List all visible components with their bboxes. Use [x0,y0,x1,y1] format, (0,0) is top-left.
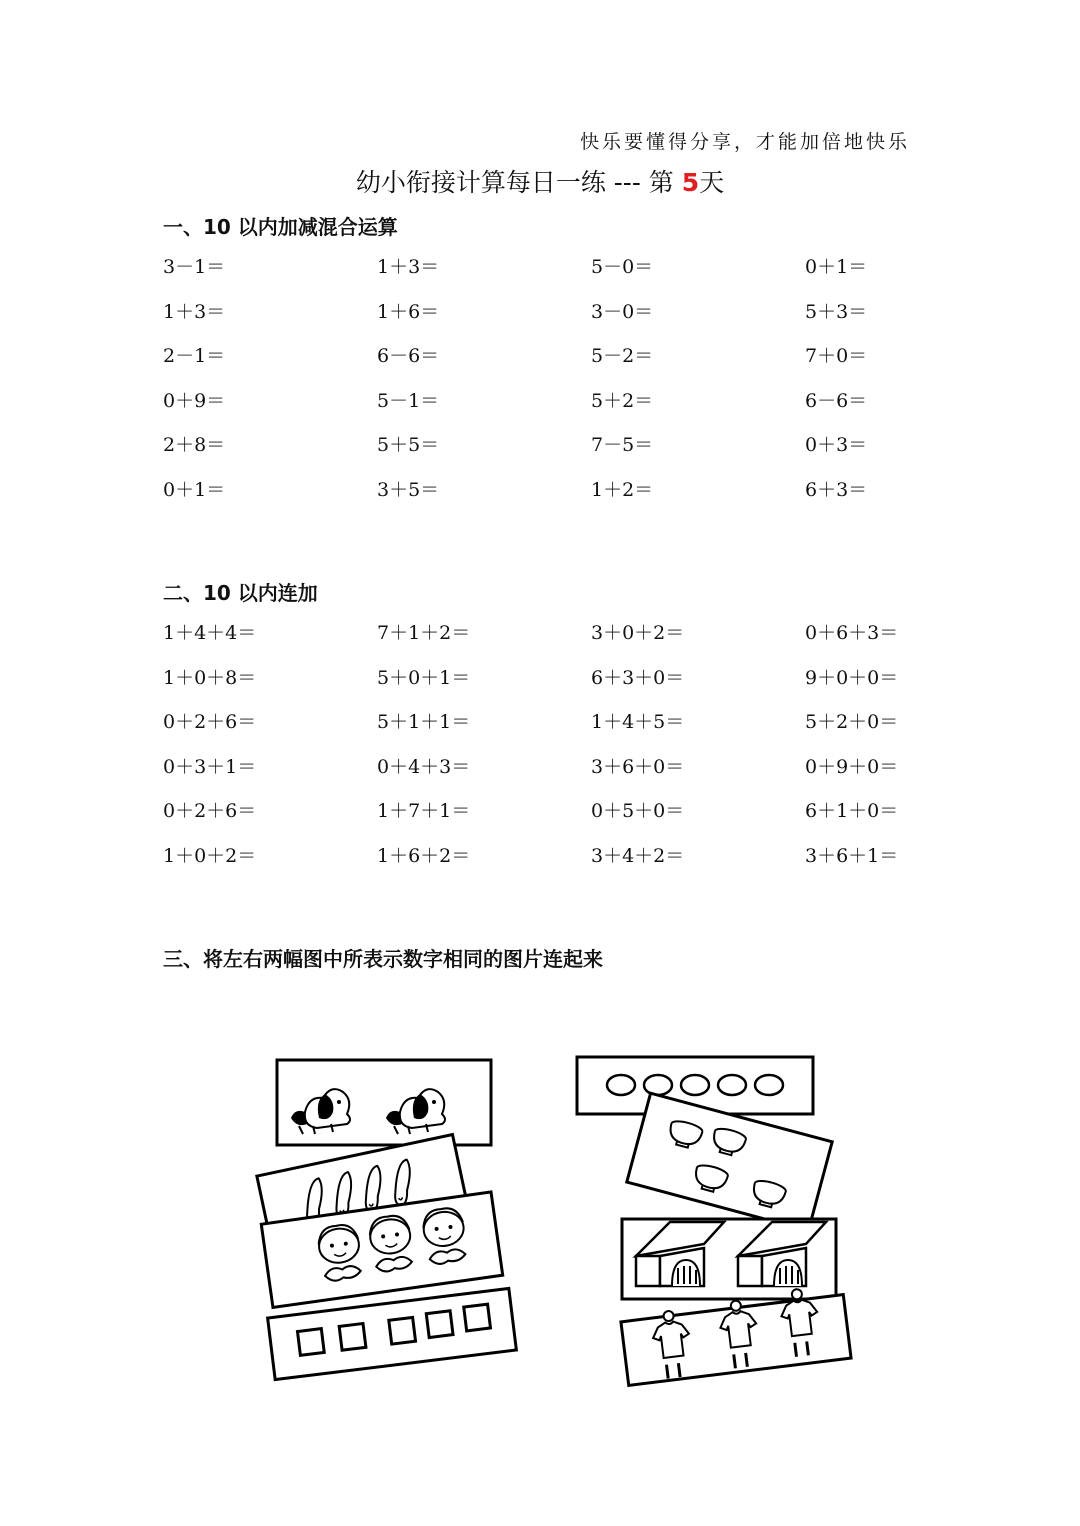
square-icon [426,1311,453,1338]
square-icon [464,1304,491,1331]
section-1-problems [163,255,1019,523]
math-problem: 0＋6＋3＝ [805,622,899,644]
section-2-problems [163,621,1019,889]
math-problem: 2－1＝ [163,345,226,368]
circle-icon [644,1075,672,1095]
math-problem: 0＋1＝ [163,478,226,501]
square-icon [297,1329,324,1356]
title-day-number: 5 [681,168,700,197]
page-title [0,163,1080,199]
math-problem: 5－0＝ [591,256,654,278]
math-problem: 6＋1＋0＝ [805,800,899,823]
circle-icon [718,1075,746,1095]
math-problem: 5－2＝ [591,345,654,368]
circle-icon [755,1075,783,1095]
math-problem: 6－6＝ [805,389,868,412]
math-problem: 6－6＝ [377,345,440,368]
matching-pictures [0,1040,1080,1400]
math-problem: 3＋6＋0＝ [591,755,685,778]
math-problem: 0＋9＝ [163,389,226,412]
picture-card-houses [622,1219,836,1299]
math-problem: 1＋0＋2＝ [163,844,257,867]
math-problem: 3＋5＝ [377,478,440,501]
math-problem: 3－0＝ [591,300,654,323]
math-problem: 1＋4＋4＝ [163,622,257,644]
picture-card-dogs [277,1060,491,1145]
math-problem: 7－5＝ [591,434,654,457]
section-1-heading: 一、10 以内加减混合运算 [163,215,398,239]
math-problem: 1＋6＝ [377,300,440,323]
math-problem: 6＋3＝ [805,478,868,501]
math-problem: 1＋0＋8＝ [163,666,257,689]
math-problem: 1＋3＝ [377,256,440,278]
square-icon [339,1323,366,1350]
math-problem: 5＋1＋1＝ [377,711,471,734]
math-problem: 0＋2＋6＝ [163,800,257,823]
math-problem: 9＋0＋0＝ [805,666,899,689]
math-problem: 0＋3＋1＝ [163,755,257,778]
math-problem: 1＋7＋1＝ [377,800,471,823]
math-problem: 0＋9＋0＝ [805,755,899,778]
math-problem: 5＋0＋1＝ [377,666,471,689]
title-prefix: 幼小衔接计算每日一练 --- 第 [355,168,674,197]
math-problem: 3－1＝ [163,256,226,278]
math-problem: 1＋2＝ [591,478,654,501]
math-problem: 0＋5＋0＝ [591,800,685,823]
math-problem: 2＋8＝ [163,434,226,457]
math-problem: 0＋4＋3＝ [377,755,471,778]
math-problem: 0＋1＝ [805,256,868,278]
section-2-heading: 二、10 以内连加 [163,581,318,605]
math-problem: 3＋0＋2＝ [591,622,685,644]
math-problem: 6＋3＋0＝ [591,666,685,689]
math-problem: 7＋1＋2＝ [377,622,471,644]
math-problem: 3＋6＋1＝ [805,844,899,867]
math-problem: 7＋0＝ [805,345,868,368]
math-problem: 1＋6＋2＝ [377,844,471,867]
math-problem: 1＋3＝ [163,300,226,323]
math-problem: 5＋2＝ [591,389,654,412]
square-icon [389,1317,416,1344]
math-problem: 1＋4＋5＝ [591,711,685,734]
circle-icon [681,1075,709,1095]
math-problem: 3＋4＋2＝ [591,844,685,867]
math-problem: 5＋5＝ [377,434,440,457]
motto: 快乐要懂得分享，才能加倍地快乐 [579,131,910,153]
math-problem: 5＋2＋0＝ [805,711,899,734]
math-problem: 5－1＝ [377,389,440,412]
section-3-heading: 三、将左右两幅图中所表示数字相同的图片连起来 [163,947,603,971]
math-problem: 5＋3＝ [805,300,868,323]
circle-icon [607,1075,635,1095]
title-suffix: 天 [699,168,725,197]
math-problem: 0＋3＝ [805,434,868,457]
math-problem: 0＋2＋6＝ [163,711,257,734]
